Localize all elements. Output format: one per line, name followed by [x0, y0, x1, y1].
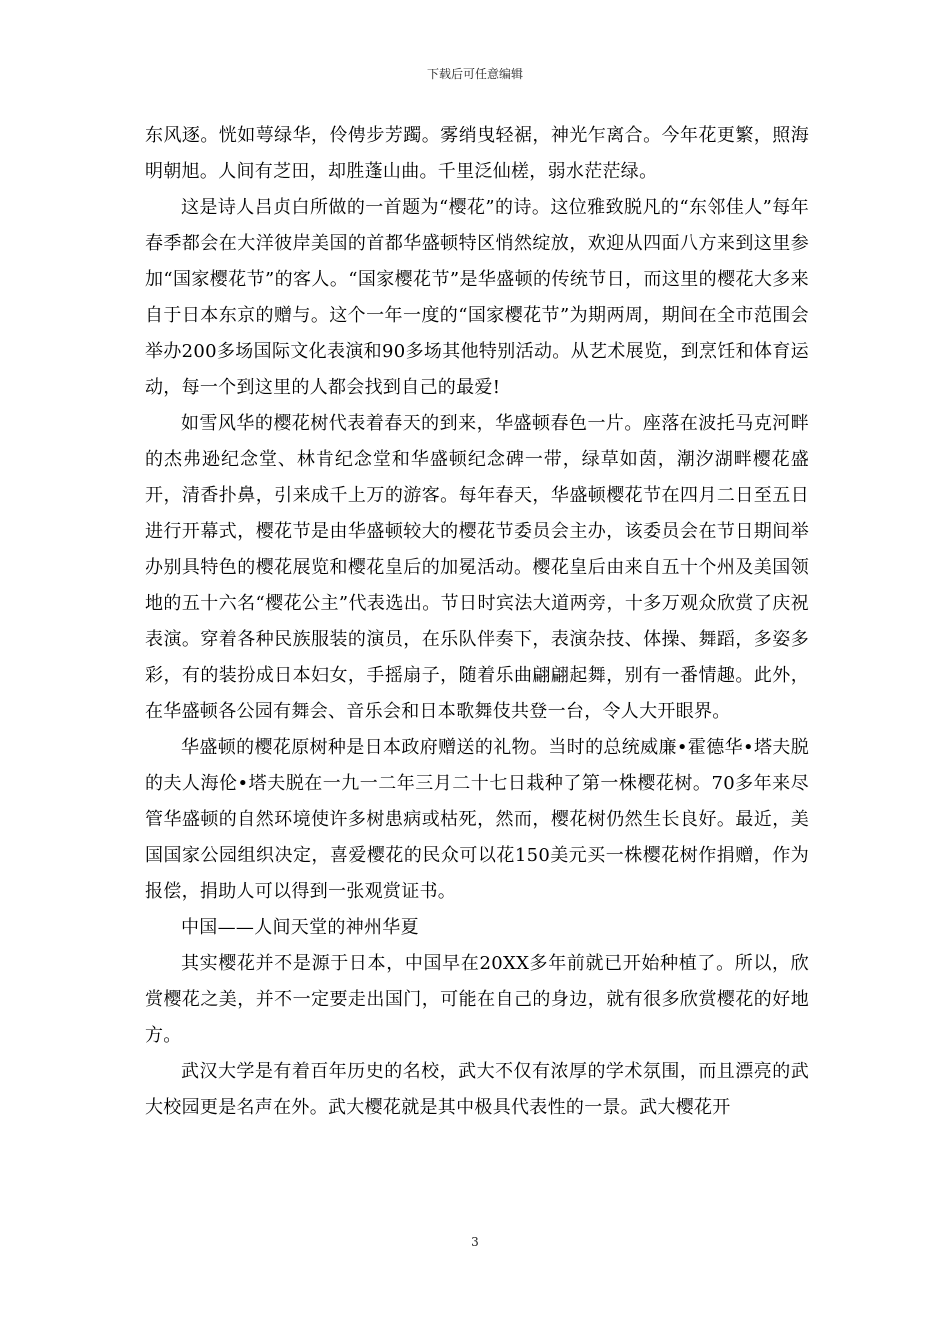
page-header: 下载后可任意编辑: [426, 67, 523, 81]
section-heading-china: 中国——人间天堂的神州华夏: [181, 917, 419, 938]
paragraph-poem-continuation: 东风逐。恍如萼绿华，伶俜步芳躅。雾绡曳轻裾，神光乍离合。今年花更繁，照海明朝旭。人间有芝田，却胜蓬山曲。千里泛仙槎，弱水茫茫绿。: [145, 125, 809, 182]
document-body: [145, 118, 809, 1126]
page-number: 3: [471, 1235, 479, 1249]
paragraph-cherry-origin-gift: 华盛顿的樱花原树种是日本政府赠送的礼物。当时的总统威廉•霍德华•塔夫脱的夫人海伦•塔夫脱在一九一二年三月二十七日栽种了第一株樱花树。70多年来尽管华盛顿的自然环境使许多树患病或枯死，然而，樱花树仍然生长良好。最近，美国国家公园组织决定，喜爱樱花的民众可以花150美元买一株樱花树作捐赠，作为报偿，捐助人可以得到一张观赏证书。: [145, 737, 809, 902]
paragraph-washington-spring: 如雪风华的樱花树代表着春天的到来，华盛顿春色一片。座落在波托马克河畔的杰弗逊纪念堂、林肯纪念堂和华盛顿纪念碑一带，绿草如茵，潮汐湖畔樱花盛开，清香扑鼻，引来成千上万的游客。每年春天，华盛顿樱花节在四月二日至五日进行开幕式，樱花节是由华盛顿较大的樱花节委员会主办，该委员会在节日期间举办别具特色的樱花展览和樱花皇后的加冕活动。樱花皇后由来自五十个州及美国领地的五十六名“樱花公主”代表选出。节日时宾法大道两旁，十多万观众欣赏了庆祝表演。穿着各种民族服装的演员，在乐队伴奏下，表演杂技、体操、舞蹈，多姿多彩，有的装扮成日本妇女，手摇扇子，随着乐曲翩翩起舞，别有一番情趣。此外，在华盛顿各公园有舞会、音乐会和日本歌舞伎共登一台，令人大开眼界。: [145, 413, 809, 722]
paragraph-poem-intro: 这是诗人吕贞白所做的一首题为“樱花”的诗。这位雅致脱凡的“东邻佳人”每年春季都会在大洋彼岸美国的首都华盛顿特区悄然绽放，欢迎从四面八方来到这里参加“国家樱花节”的客人。“国家樱花节”是华盛顿的传统节日，而这里的樱花大多来自于日本东京的赠与。这个一年一度的“国家樱花节”为期两周，期间在全市范围会举办200多场国际文化表演和90多场其他特别活动。从艺术展览，到烹饪和体育运动，每一个到这里的人都会找到自己的最爱!: [145, 197, 809, 398]
paragraph-china-origin: 其实樱花并不是源于日本，中国早在20XX多年前就已开始种植了。所以，欣赏樱花之美，并不一定要走出国门，可能在自己的身边，就有很多欣赏樱花的好地方。: [145, 953, 809, 1046]
paragraph-wuhan-university: 武汉大学是有着百年历史的名校，武大不仅有浓厚的学术氛围，而且漂亮的武大校园更是名声在外。武大樱花就是其中极具代表性的一景。武大樱花开: [145, 1061, 809, 1118]
